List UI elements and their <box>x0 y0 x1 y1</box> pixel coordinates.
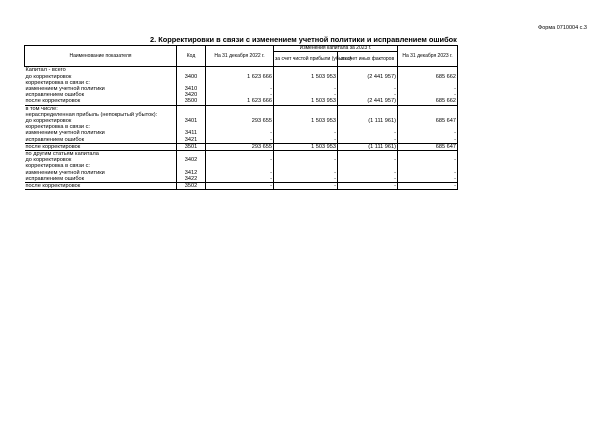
row-label: после корректировок <box>25 143 177 150</box>
row-code: 3500 <box>177 98 206 105</box>
row-code: 3421 <box>177 137 206 144</box>
row-label: исправлением ошибок <box>25 92 85 99</box>
row-label: после корректировок <box>25 98 177 105</box>
row-value-profit <box>274 105 338 112</box>
row-value-end: - <box>398 183 458 190</box>
row-value-end: - <box>398 157 458 163</box>
row-value-profit: - <box>274 86 338 92</box>
row-value-profit: 1 503 953 <box>274 118 338 124</box>
table-row <box>25 105 458 112</box>
row-label: после корректировок <box>25 183 177 190</box>
row-label: по другим статьям капитала <box>25 151 99 158</box>
header-changes-group: Изменения капитала за 2023 г. <box>274 46 398 52</box>
row-code: 3401 <box>177 118 206 124</box>
row-label: корректировка в связи с: <box>25 79 90 86</box>
row-value-start <box>206 151 274 158</box>
header-other: за счет иных факторов <box>338 52 398 67</box>
row-label: корректировка в связи с: <box>25 163 90 170</box>
row-value-end: - <box>398 92 458 98</box>
row-value-end: 685 647 <box>398 118 458 124</box>
row-value-other: (1 111 961) <box>338 118 398 124</box>
row-value-profit: - <box>274 170 338 176</box>
row-value-start: 1 623 666 <box>206 74 274 80</box>
row-value-start: - <box>206 157 274 163</box>
row-value-start <box>206 67 274 74</box>
row-value-other: - <box>338 176 398 183</box>
header-profit: за счет чистой прибыли (убытка) <box>274 52 338 67</box>
row-value-end: 685 647 <box>398 143 458 150</box>
row-value-start: - <box>206 183 274 190</box>
table-row <box>25 98 458 105</box>
row-code: 3400 <box>177 74 206 80</box>
row-value-profit: - <box>274 130 338 136</box>
row-code: 3501 <box>177 143 206 150</box>
row-value-start: - <box>206 170 274 176</box>
row-label: исправлением ошибок <box>25 175 85 182</box>
row-value-start: - <box>206 130 274 136</box>
row-value-other: - <box>338 92 398 98</box>
row-value-other: - <box>338 86 398 92</box>
row-value-end <box>398 67 458 74</box>
row-value-other: - <box>338 137 398 144</box>
row-value-other <box>338 67 398 74</box>
row-value-start: 293 655 <box>206 118 274 124</box>
row-label: изменением учетной политики <box>25 169 105 176</box>
row-value-other: (1 111 961) <box>338 143 398 150</box>
row-value-start: - <box>206 137 274 144</box>
row-value-other <box>338 105 398 112</box>
row-code: 3422 <box>177 176 206 183</box>
row-label: изменением учетной политики <box>25 86 105 93</box>
row-value-profit <box>274 151 338 158</box>
row-value-other: - <box>338 130 398 136</box>
row-value-end <box>398 105 458 112</box>
row-value-start <box>206 105 274 112</box>
table-row <box>25 67 458 74</box>
row-code: 3420 <box>177 92 206 98</box>
header-code: Код <box>177 46 206 67</box>
row-value-start: - <box>206 86 274 92</box>
row-code: 3410 <box>177 86 206 92</box>
row-value-end: - <box>398 130 458 136</box>
row-value-start: - <box>206 92 274 98</box>
row-value-start: - <box>206 176 274 183</box>
row-code <box>177 151 206 158</box>
table-row <box>25 143 458 150</box>
row-value-other: - <box>338 170 398 176</box>
row-code <box>177 67 206 74</box>
row-label: корректировка в связи с: <box>25 124 90 131</box>
section-title: 2. Корректировки в связи с изменением учетной политики и исправлением ошибок <box>150 35 457 44</box>
row-label: до корректировок <box>25 118 72 125</box>
table-row <box>25 183 458 190</box>
row-label: Капитал - всего <box>25 67 66 74</box>
row-value-end: 685 662 <box>398 74 458 80</box>
row-label: до корректировок <box>25 73 72 80</box>
row-label: изменением учетной политики <box>25 130 105 137</box>
row-value-other: - <box>338 157 398 163</box>
table-row <box>25 176 458 183</box>
row-value-profit: - <box>274 183 338 190</box>
row-value-profit: - <box>274 92 338 98</box>
table-row <box>25 137 458 144</box>
header-start: На 31 декабря 2022 г. <box>206 46 274 67</box>
header-name: Наименование показателя <box>25 46 177 67</box>
row-code <box>177 105 206 112</box>
row-value-end: - <box>398 137 458 144</box>
row-label: нераспределенная прибыль (непокрытый убыток): <box>25 111 158 118</box>
row-value-other: (2 441 957) <box>338 74 398 80</box>
row-value-profit: 1 503 953 <box>274 143 338 150</box>
row-value-end: - <box>398 170 458 176</box>
table-row <box>25 151 458 158</box>
row-value-profit: 1 503 953 <box>274 98 338 105</box>
row-value-other <box>338 151 398 158</box>
row-value-profit <box>274 67 338 74</box>
row-value-profit: 1 503 953 <box>274 74 338 80</box>
row-value-end: - <box>398 86 458 92</box>
row-label: в том числе: <box>25 105 58 112</box>
row-value-profit: - <box>274 176 338 183</box>
row-value-profit: - <box>274 137 338 144</box>
row-value-other: - <box>338 183 398 190</box>
header-end: На 31 декабря 2023 г. <box>398 46 458 67</box>
row-label: до корректировок <box>25 157 72 164</box>
row-code: 3502 <box>177 183 206 190</box>
row-label: исправлением ошибок <box>25 136 85 143</box>
row-value-profit: - <box>274 157 338 163</box>
row-value-end <box>398 151 458 158</box>
row-value-start: 293 655 <box>206 143 274 150</box>
form-number: Форма 0710004 с.3 <box>538 25 587 31</box>
row-code: 3412 <box>177 170 206 176</box>
row-value-other: (2 441 957) <box>338 98 398 105</box>
row-code: 3402 <box>177 157 206 163</box>
row-code: 3411 <box>177 130 206 136</box>
row-value-end: - <box>398 176 458 183</box>
row-value-end: 685 662 <box>398 98 458 105</box>
corrections-table <box>24 45 458 190</box>
row-value-start: 1 623 666 <box>206 98 274 105</box>
